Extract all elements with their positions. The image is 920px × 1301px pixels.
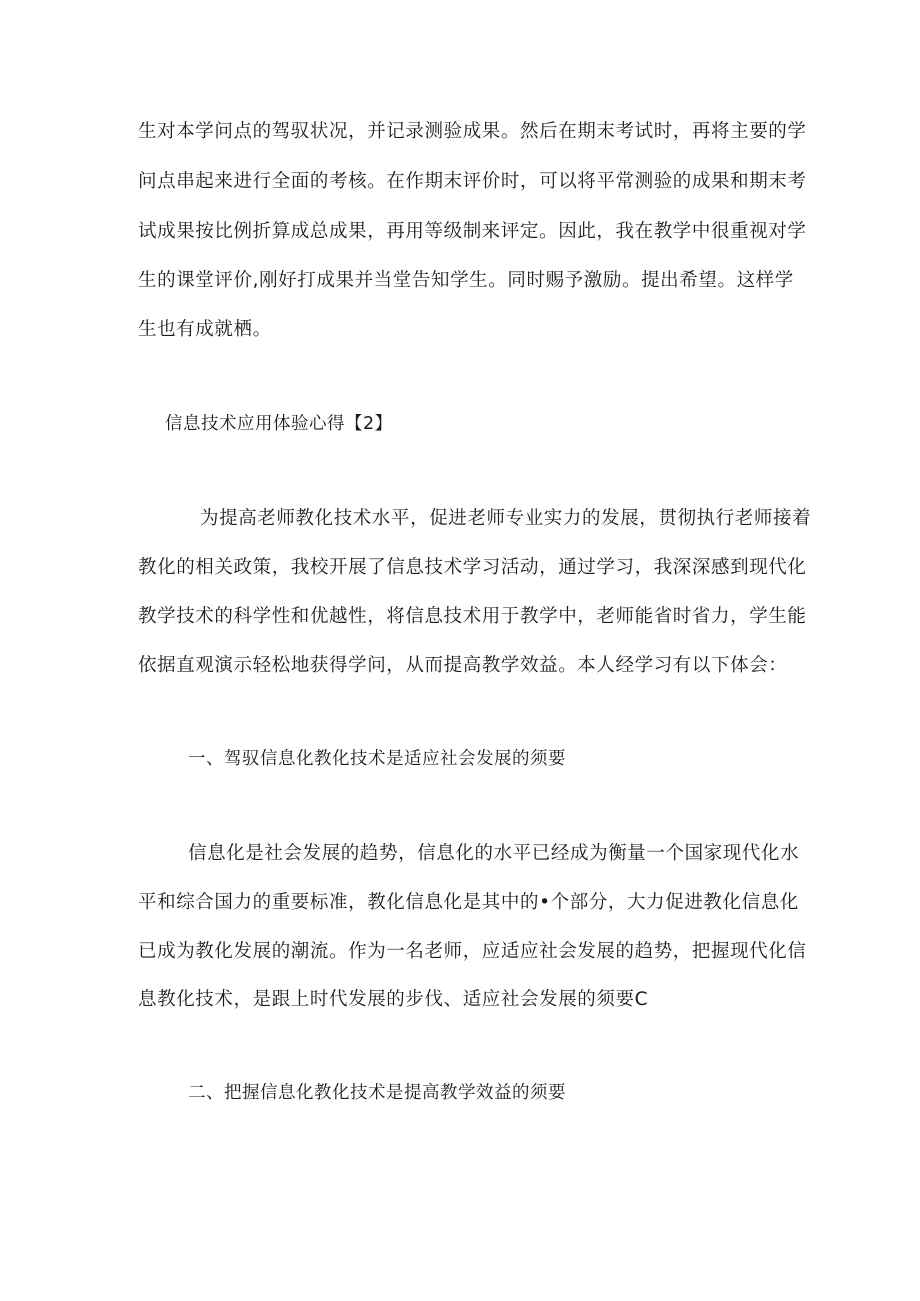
paragraph-line: 为提高老师教化技术水平，促进老师专业实力的发展，贯彻执行老师接着 [200, 508, 812, 529]
paragraph-line: 问点串起来进行全面的考核。在作期末评价时，可以将平常测验的成果和期末考 [138, 171, 807, 192]
section-heading: 一、驾驭信息化教化技术是适应社会发展的须要 [188, 749, 566, 769]
paragraph-line: 生的课堂评价,刚好打成果并当堂告知学生。同时赐予激励。提出希望。这样学 [138, 270, 794, 291]
paragraph-line: 息教化技术，是跟上时代发展的步伐、适应社会发展的须要C [138, 989, 649, 1010]
article-title: 信息技术应用体验心得【2】 [165, 414, 393, 434]
paragraph-line: 信息化是社会发展的趋势，信息化的水平已经成为衡量一个国家现代化水 [188, 843, 800, 864]
paragraph-line: 试成果按比例折算成总成果，再用等级制来评定。因此，我在教学中很重视对学 [138, 221, 807, 242]
paragraph-line: 生也有成就栖。 [138, 319, 272, 340]
paragraph-line: 平和综合国力的重要标准，教化信息化是其中的•个部分，大力促进教化信息化 [138, 892, 799, 913]
paragraph-line: 已成为教化发展的潮流。作为一名老师，应适应社会发展的趋势，把握现代化信 [138, 941, 807, 962]
section-heading: 二、把握信息化教化技术是提高教学效益的须要 [188, 1083, 566, 1103]
paragraph-line: 依据直观演示轻松地获得学问，从而提高教学效益。本人经学习有以下体会： [138, 655, 788, 676]
paragraph-line: 教化的相关政策，我校开展了信息技术学习活动，通过学习，我深深感到现代化 [138, 557, 807, 578]
paragraph-line: 教学技术的科学性和优越性，将信息技术用于教学中，老师能省时省力，学生能 [138, 606, 807, 627]
paragraph-line: 生对本学问点的驾驭状况，并记录测验成果。然后在期末考试时，再将主要的学 [138, 121, 807, 142]
